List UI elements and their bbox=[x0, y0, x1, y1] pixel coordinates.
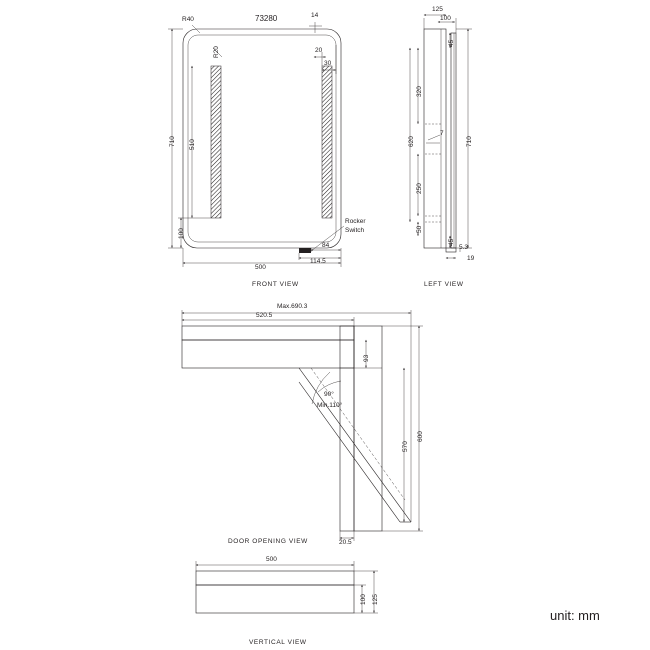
unit-note: unit: mm bbox=[550, 608, 600, 623]
dim-left-shelf3: 50 bbox=[416, 225, 423, 233]
view-name-left: LEFT VIEW bbox=[424, 281, 464, 288]
dim-front-top-right: 14 bbox=[311, 12, 319, 19]
dim-front-r20: R20 bbox=[213, 46, 220, 58]
dim-door-thickness: 93 bbox=[363, 354, 370, 362]
dim-left-depth-inner: 100 bbox=[440, 15, 451, 22]
dim-door-depth-570: 570 bbox=[402, 441, 409, 452]
dim-vertical-depth-outer: 125 bbox=[372, 594, 379, 605]
dim-door-angle-max: Min.110° bbox=[317, 402, 343, 409]
dim-left-shelf1: 320 bbox=[416, 86, 423, 97]
dim-vertical-width: 500 bbox=[266, 556, 277, 563]
dim-front-led-height: 510 bbox=[189, 139, 196, 150]
view-name-front: FRONT VIEW bbox=[252, 281, 299, 288]
dim-door-base: 20.5 bbox=[339, 539, 352, 546]
dim-door-angle-min: 90° bbox=[324, 391, 334, 398]
dim-left-center: 620 bbox=[408, 136, 415, 147]
annotation-rocker-switch-line1: Rocker bbox=[345, 218, 366, 225]
dim-left-top-gap: 45 bbox=[448, 39, 455, 47]
view-name-door-opening: DOOR OPENING VIEW bbox=[228, 538, 308, 545]
annotation-rocker-switch-line2: Switch bbox=[345, 227, 365, 234]
dim-door-cabinet-width: 520.5 bbox=[256, 312, 273, 319]
dim-front-width: 500 bbox=[255, 264, 266, 271]
dim-front-height: 710 bbox=[169, 136, 176, 147]
dim-front-bottom-height: 100 bbox=[178, 228, 185, 239]
dim-vertical-depth-inner: 100 bbox=[360, 594, 367, 605]
dim-left-base-b: 19 bbox=[467, 255, 475, 262]
dim-door-depth-600: 600 bbox=[417, 431, 424, 442]
dim-door-max-open: Max.690.3 bbox=[277, 303, 308, 310]
dim-front-switch-offset: 84 bbox=[322, 242, 330, 249]
dim-left-shelf2: 250 bbox=[416, 183, 423, 194]
dim-left-base-a: 5.3 bbox=[459, 244, 469, 251]
dim-left-height: 710 bbox=[466, 136, 473, 147]
dim-left-depth-overall: 125 bbox=[432, 6, 443, 13]
view-name-vertical: VERTICAL VIEW bbox=[249, 639, 307, 646]
dim-front-led-offset-right: 30 bbox=[324, 60, 332, 67]
dim-front-r40: R40 bbox=[182, 16, 194, 23]
dim-left-glass-thk: 7 bbox=[440, 130, 444, 137]
dim-front-led-offset-top: 20 bbox=[315, 47, 323, 54]
page-title: 73280 bbox=[255, 14, 278, 23]
dim-front-switch: 114.5 bbox=[310, 258, 326, 265]
dim-left-bottom-gap: 45 bbox=[448, 238, 455, 246]
